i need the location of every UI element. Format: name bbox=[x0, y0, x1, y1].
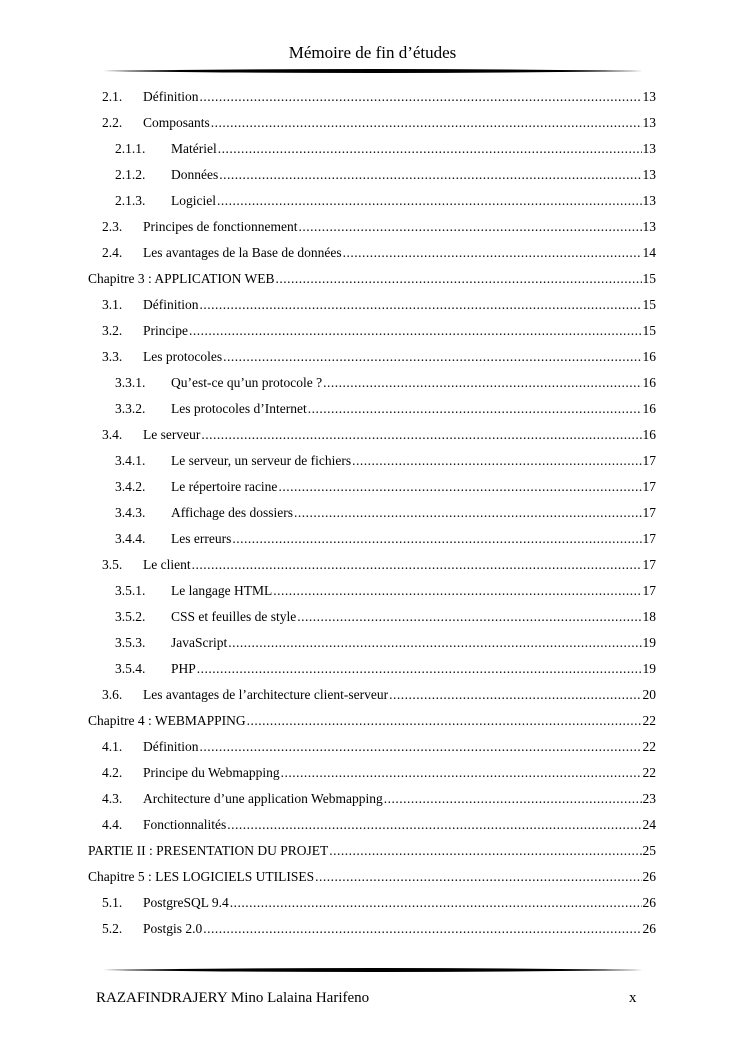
toc-dot-leader bbox=[228, 630, 641, 656]
toc-entry-page: 19 bbox=[642, 661, 656, 676]
toc-entry-title: Affichage des dossiers bbox=[171, 505, 293, 520]
toc-dot-leader bbox=[189, 318, 642, 344]
toc-entry[interactable] bbox=[88, 240, 656, 266]
footer-divider bbox=[103, 967, 643, 973]
toc-entry-number: 2.1.1. bbox=[115, 141, 146, 156]
toc-dot-leader bbox=[273, 578, 641, 604]
toc-entry-number: 3.4.3. bbox=[115, 505, 146, 520]
toc-entry-title: Définition bbox=[143, 297, 199, 312]
toc-entry-page: 13 bbox=[642, 141, 656, 156]
toc-entry-title: Les protocoles d’Internet bbox=[171, 401, 307, 416]
toc-entry-page: 16 bbox=[642, 349, 656, 364]
toc-entry-title: Les avantages de la Base de données bbox=[143, 245, 342, 260]
toc-dot-leader bbox=[278, 474, 641, 500]
toc-dot-leader bbox=[297, 604, 641, 630]
toc-entry-number: 2.2. bbox=[102, 115, 123, 130]
toc-entry-title: Composants bbox=[143, 115, 210, 130]
toc-entry[interactable] bbox=[88, 864, 656, 890]
toc-entry-number: 3.2. bbox=[102, 323, 123, 338]
toc-entry[interactable] bbox=[88, 214, 656, 240]
toc-entry-page: 15 bbox=[642, 297, 656, 312]
toc-entry-page: 22 bbox=[642, 713, 656, 728]
page-header-title: Mémoire de fin d’études bbox=[288, 43, 457, 62]
toc-entry-page: 17 bbox=[642, 505, 656, 520]
toc-entry-title: Le langage HTML bbox=[171, 583, 273, 598]
toc-entry[interactable] bbox=[88, 552, 656, 578]
toc-entry-number: 4.1. bbox=[102, 739, 123, 754]
toc-dot-leader bbox=[200, 734, 642, 760]
toc-entry[interactable] bbox=[88, 630, 656, 656]
toc-entry-number: 4.2. bbox=[102, 765, 123, 780]
toc-entry[interactable] bbox=[88, 578, 656, 604]
toc-entry[interactable] bbox=[88, 422, 656, 448]
toc-dot-leader bbox=[281, 760, 642, 786]
toc-dot-leader bbox=[218, 136, 642, 162]
toc-entry[interactable] bbox=[88, 526, 656, 552]
footer-page-number: x bbox=[629, 990, 637, 1006]
toc-dot-leader bbox=[389, 682, 641, 708]
toc-entry-page: 22 bbox=[642, 739, 656, 754]
toc-entry-title: Les avantages de l’architecture client-serveur bbox=[143, 687, 389, 702]
toc-entry[interactable] bbox=[88, 110, 656, 136]
toc-entry[interactable] bbox=[88, 370, 656, 396]
toc-entry-page: 16 bbox=[642, 427, 656, 442]
table-of-contents bbox=[88, 84, 656, 942]
toc-entry-number: 5.2. bbox=[102, 921, 123, 936]
toc-entry-number: 2.1.3. bbox=[115, 193, 146, 208]
toc-entry[interactable] bbox=[88, 344, 656, 370]
toc-entry-number: 3.5.3. bbox=[115, 635, 146, 650]
toc-entry-number: 3.4.2. bbox=[115, 479, 146, 494]
toc-entry[interactable] bbox=[88, 786, 656, 812]
toc-dot-leader bbox=[200, 84, 642, 110]
toc-entry[interactable] bbox=[88, 266, 656, 292]
toc-entry-page: 16 bbox=[642, 375, 656, 390]
toc-entry-number: 3.4.4. bbox=[115, 531, 146, 546]
toc-entry-title: Les protocoles bbox=[143, 349, 223, 364]
toc-entry-number: 3.5.1. bbox=[115, 583, 146, 598]
toc-entry-number: 2.4. bbox=[102, 245, 123, 260]
toc-entry-number: 3.4.1. bbox=[115, 453, 146, 468]
toc-entry[interactable] bbox=[88, 448, 656, 474]
header-divider bbox=[103, 68, 643, 74]
toc-entry-number: 2.1. bbox=[102, 89, 123, 104]
toc-dot-leader bbox=[230, 890, 642, 916]
toc-entry-page: 25 bbox=[642, 843, 656, 858]
toc-entry-title: Principes de fonctionnement bbox=[143, 219, 298, 234]
toc-entry[interactable] bbox=[88, 838, 656, 864]
toc-entry-number: 3.1. bbox=[102, 297, 123, 312]
toc-entry-number: 3.4. bbox=[102, 427, 123, 442]
toc-entry-page: 24 bbox=[642, 817, 656, 832]
footer-author: RAZAFINDRAJERY Mino Lalaina Harifeno bbox=[96, 990, 370, 1006]
toc-entry-title: PARTIE II : PRESENTATION DU PROJET bbox=[88, 843, 329, 858]
toc-entry[interactable] bbox=[88, 604, 656, 630]
toc-dot-leader bbox=[308, 396, 642, 422]
toc-entry-number: 4.4. bbox=[102, 817, 123, 832]
toc-entry-title: Principe du Webmapping bbox=[143, 765, 280, 780]
toc-entry[interactable] bbox=[88, 474, 656, 500]
toc-entry-page: 17 bbox=[642, 479, 656, 494]
toc-entry[interactable] bbox=[88, 162, 656, 188]
toc-entry-page: 13 bbox=[642, 193, 656, 208]
toc-entry-page: 14 bbox=[642, 245, 656, 260]
toc-dot-leader bbox=[232, 526, 641, 552]
toc-entry-number: 3.3. bbox=[102, 349, 123, 364]
toc-entry-title: Définition bbox=[143, 739, 199, 754]
toc-dot-leader bbox=[247, 708, 642, 734]
toc-entry-title: Chapitre 4 : WEBMAPPING bbox=[88, 713, 246, 728]
toc-entry-page: 17 bbox=[642, 531, 656, 546]
toc-entry-number: 3.5.4. bbox=[115, 661, 146, 676]
toc-entry-page: 19 bbox=[642, 635, 656, 650]
toc-dot-leader bbox=[227, 812, 641, 838]
toc-dot-leader bbox=[329, 838, 641, 864]
toc-entry-title: Le répertoire racine bbox=[171, 479, 278, 494]
toc-entry-title: Le serveur bbox=[143, 427, 201, 442]
toc-entry-number: 2.3. bbox=[102, 219, 123, 234]
toc-dot-leader bbox=[219, 162, 641, 188]
toc-entry-number: 3.3.2. bbox=[115, 401, 146, 416]
toc-entry-page: 26 bbox=[642, 895, 656, 910]
toc-dot-leader bbox=[315, 864, 641, 890]
toc-dot-leader bbox=[192, 552, 642, 578]
toc-entry-title: Le client bbox=[143, 557, 191, 572]
toc-dot-leader bbox=[352, 448, 641, 474]
toc-entry[interactable] bbox=[88, 656, 656, 682]
toc-entry[interactable] bbox=[88, 916, 656, 942]
toc-entry-title: Chapitre 5 : LES LOGICIELS UTILISES bbox=[88, 869, 315, 884]
toc-entry-page: 13 bbox=[642, 89, 656, 104]
toc-entry[interactable] bbox=[88, 812, 656, 838]
toc-entry[interactable] bbox=[88, 734, 656, 760]
toc-entry-number: 4.3. bbox=[102, 791, 123, 806]
toc-dot-leader bbox=[343, 240, 642, 266]
toc-entry-page: 16 bbox=[642, 401, 656, 416]
toc-entry-title: Chapitre 3 : APPLICATION WEB bbox=[88, 271, 275, 286]
toc-entry-title: Les erreurs bbox=[171, 531, 232, 546]
toc-dot-leader bbox=[384, 786, 642, 812]
toc-entry-title: Matériel bbox=[171, 141, 217, 156]
toc-entry-title: Logiciel bbox=[171, 193, 216, 208]
toc-dot-leader bbox=[211, 110, 642, 136]
toc-entry-title: CSS et feuilles de style bbox=[171, 609, 297, 624]
toc-dot-leader bbox=[323, 370, 641, 396]
toc-entry[interactable] bbox=[88, 760, 656, 786]
toc-entry[interactable] bbox=[88, 84, 656, 110]
toc-dot-leader bbox=[298, 214, 641, 240]
toc-entry[interactable] bbox=[88, 396, 656, 422]
toc-dot-leader bbox=[223, 344, 641, 370]
toc-entry-title: PostgreSQL 9.4 bbox=[143, 895, 229, 910]
toc-entry-title: Le serveur, un serveur de fichiers bbox=[171, 453, 352, 468]
toc-entry[interactable] bbox=[88, 500, 656, 526]
toc-entry-page: 17 bbox=[642, 557, 656, 572]
toc-entry-number: 3.5.2. bbox=[115, 609, 146, 624]
toc-entry-page: 20 bbox=[642, 687, 656, 702]
toc-entry-page: 26 bbox=[642, 869, 656, 884]
toc-entry-page: 15 bbox=[642, 271, 656, 286]
toc-dot-leader bbox=[203, 916, 641, 942]
toc-entry-title: Données bbox=[171, 167, 219, 182]
toc-entry-title: Architecture d’une application Webmapping bbox=[143, 791, 383, 806]
toc-entry-title: Qu’est-ce qu’un protocole ? bbox=[171, 375, 323, 390]
toc-entry-page: 13 bbox=[642, 167, 656, 182]
toc-entry-number: 5.1. bbox=[102, 895, 123, 910]
toc-entry[interactable] bbox=[88, 136, 656, 162]
toc-entry-number: 2.1.2. bbox=[115, 167, 146, 182]
toc-entry-page: 17 bbox=[642, 453, 656, 468]
toc-entry-title: JavaScript bbox=[171, 635, 228, 650]
toc-dot-leader bbox=[294, 500, 642, 526]
toc-entry-page: 23 bbox=[642, 791, 656, 806]
toc-entry[interactable] bbox=[88, 708, 656, 734]
toc-entry-number: 3.3.1. bbox=[115, 375, 146, 390]
toc-dot-leader bbox=[276, 266, 642, 292]
toc-dot-leader bbox=[197, 656, 642, 682]
toc-dot-leader bbox=[201, 422, 641, 448]
toc-entry[interactable] bbox=[88, 292, 656, 318]
toc-entry-title: Fonctionnalités bbox=[143, 817, 227, 832]
toc-entry-page: 15 bbox=[642, 323, 656, 338]
toc-dot-leader bbox=[200, 292, 642, 318]
toc-entry-number: 3.5. bbox=[102, 557, 123, 572]
toc-entry-title: PHP bbox=[171, 661, 196, 676]
toc-entry-page: 18 bbox=[642, 609, 656, 624]
toc-entry[interactable] bbox=[88, 318, 656, 344]
toc-entry-title: Principe bbox=[143, 323, 188, 338]
toc-dot-leader bbox=[217, 188, 642, 214]
toc-entry-title: Postgis 2.0 bbox=[143, 921, 203, 936]
toc-entry[interactable] bbox=[88, 890, 656, 916]
toc-entry-page: 13 bbox=[642, 219, 656, 234]
toc-entry-page: 13 bbox=[642, 115, 656, 130]
toc-entry[interactable] bbox=[88, 682, 656, 708]
toc-entry-page: 22 bbox=[642, 765, 656, 780]
toc-entry-title: Définition bbox=[143, 89, 199, 104]
toc-entry-number: 3.6. bbox=[102, 687, 123, 702]
toc-entry[interactable] bbox=[88, 188, 656, 214]
toc-entry-page: 17 bbox=[642, 583, 656, 598]
toc-entry-page: 26 bbox=[642, 921, 656, 936]
